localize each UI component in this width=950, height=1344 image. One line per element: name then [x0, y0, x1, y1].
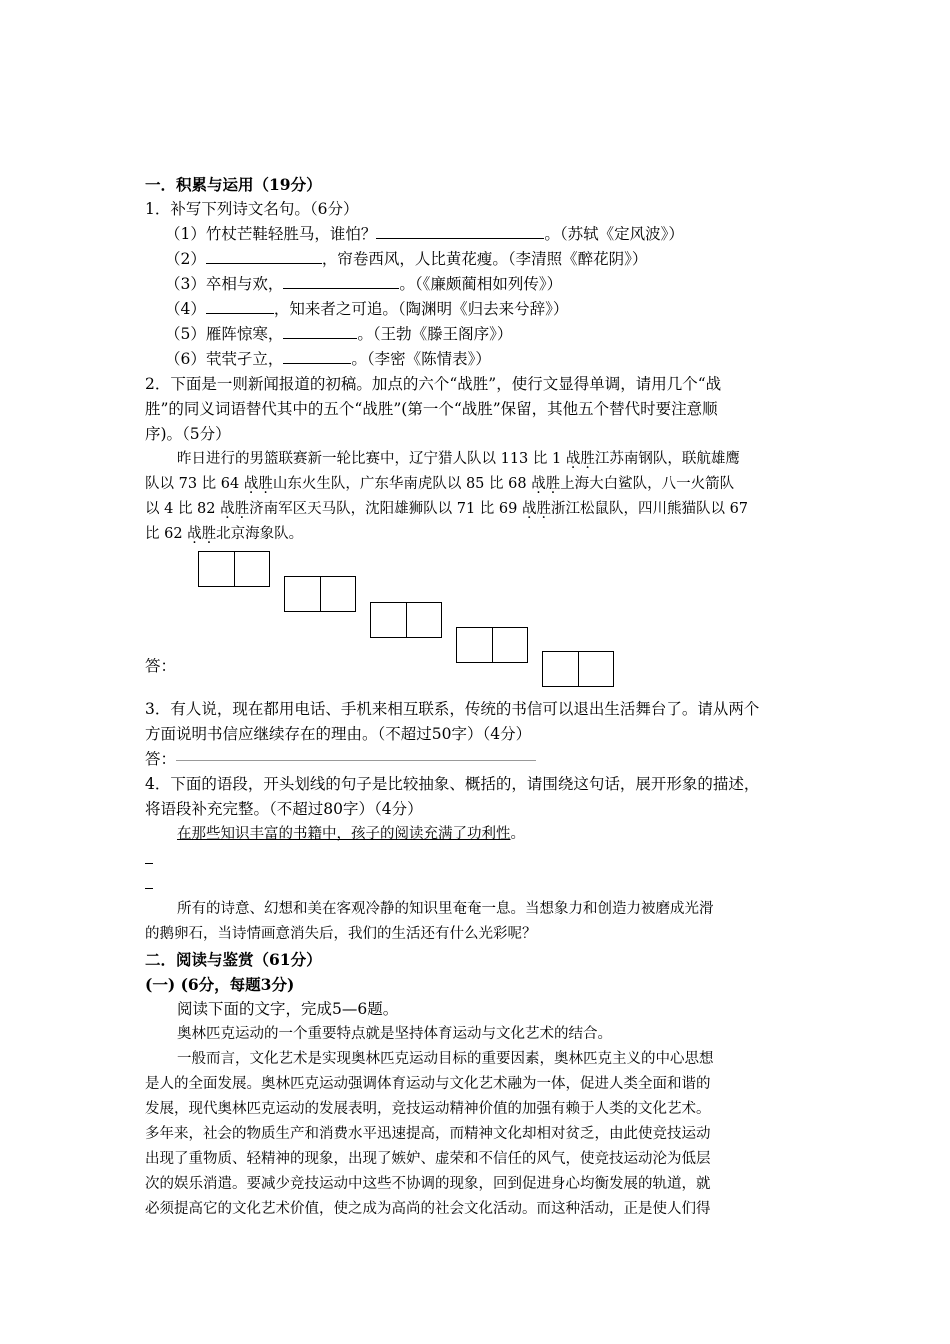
q3-answer-label: 答： [145, 750, 177, 768]
q1-blank-5[interactable] [283, 322, 357, 339]
q1-item-3-post: 。（《廉颇蔺相如列传》） [399, 275, 563, 293]
section2-p2-line: 是人的全面发展。奥林匹克运动强调体育运动与文化艺术融为一体，促进人类全面和谐的 [145, 1076, 711, 1092]
section2-p2-line: 一般而言，文化艺术是实现奥林匹克运动目标的重要因素，奥林匹克主义的中心思想 [177, 1051, 714, 1067]
q4-answer-dash[interactable] [145, 874, 153, 889]
news-text: 以 4 比 82 [145, 501, 221, 517]
q1-item-5-post: 。（王勃《滕王阁序》） [357, 325, 513, 343]
dotted-char: 战 [521, 501, 537, 517]
section2-instr: 阅读下面的文字，完成5—6题。 [177, 1000, 399, 1018]
dotted-char: 战 [220, 501, 235, 517]
q1-item-1-post: 。（苏轼《定风波》） [544, 225, 684, 243]
answer-box-3[interactable] [370, 602, 442, 638]
section2-p1: 奥林匹克运动的一个重要特点就是坚持体育运动与文化艺术的结合。 [177, 1026, 612, 1042]
news-text: 上海大白鲨队，八一火箭队 [560, 476, 735, 492]
q3-stem-line2: 方面说明书信应继续存在的理由。（不超过50字）（4分） [145, 725, 532, 743]
q4-stem-line2: 将语段补充完整。（不超过80字）（4分） [145, 800, 423, 818]
news-text: 山东火生队，广东华南虎队以 85 比 68 [272, 476, 532, 492]
q4-answer-dash[interactable] [145, 849, 153, 864]
q1-item-3-pre: （3）卒相与欢， [165, 275, 284, 293]
q2-news-line3 [145, 497, 815, 522]
q1-stem: 1．补写下列诗文名句。（6分） [145, 200, 359, 218]
news-text: 浙江松鼠队，四川熊猫队以 67 [550, 501, 749, 517]
exam-page [145, 172, 815, 1222]
q1-item-4 [145, 297, 815, 322]
q1-blank-4[interactable] [206, 297, 274, 314]
q1-blank-1[interactable] [376, 222, 544, 239]
q2-answer-boxes [145, 547, 815, 697]
q1-item-2 [145, 247, 815, 272]
q1-item-1-pre: （1）竹杖芒鞋轻胜马，谁怕？ [165, 225, 377, 243]
q2-stem-line2: 胜”的同义词语替代其中的五个“战胜”(第一个“战胜”保留，其他五个替代时要注意顺 [145, 400, 718, 418]
q1-item-2-post: ，帘卷西风，人比黄花瘦。（李清照《醉花阴》） [321, 250, 648, 268]
q1-item-5 [145, 322, 815, 347]
section2-p2-line: 发展，现代奥林匹克运动的发展表明，竞技运动精神价值的加强有赖于人类的文化艺术。 [145, 1101, 711, 1117]
q4-para-line1: 所有的诗意、幻想和美在客观冷静的知识里奄奄一息。当想象力和创造力被磨成光滑 [177, 901, 714, 917]
section2-title: 二．阅读与鉴赏（61分） [145, 950, 322, 969]
q1-blank-2[interactable] [206, 247, 322, 264]
dotted-char: 胜 [201, 526, 217, 542]
dotted-char: 胜 [580, 451, 595, 467]
q2-stem-line1: 2．下面是一则新闻报道的初稿。加点的六个“战胜”，使行文显得单调，请用几个“战 [145, 375, 722, 393]
q1-blank-6[interactable] [283, 347, 351, 364]
q4-para-line2: 的鹅卵石，当诗情画意消失后，我们的生活还有什么光彩呢？ [145, 926, 537, 942]
q4-underlined-end: 。 [510, 826, 525, 842]
section2-sub: (一) (6分，每题3分) [145, 975, 295, 994]
section2-p2-line: 出现了重物质、轻精神的现象，出现了嫉妒、虚荣和不信任的风气，使竞技运动沦为低层 [145, 1151, 711, 1167]
q3-answer-rule[interactable] [176, 760, 536, 761]
q4-underlined-line [145, 822, 815, 847]
news-text: 北京海象队。 [216, 526, 304, 542]
q2-news-line1 [145, 447, 815, 472]
dotted-char: 胜 [545, 476, 561, 492]
news-text: 江苏南钢队，联航雄鹰 [594, 451, 740, 467]
dotted-char: 战 [187, 526, 202, 542]
section2-p2-line: 必须提高它的文化艺术价值，使之成为高尚的社会文化活动。而这种活动，正是使人们得 [145, 1201, 711, 1217]
q3-stem-line1: 3．有人说，现在都用电话、手机来相互联系，传统的书信可以退出生活舞台了。请从两个 [145, 700, 760, 718]
q4-stem-line1: 4．下面的语段，开头划线的句子是比较抽象、概括的，请围绕这句话，展开形象的描述， [145, 775, 760, 793]
q2-answer-label: 答： [145, 657, 177, 675]
q1-item-2-pre: （2） [165, 250, 206, 268]
q1-item-1 [145, 222, 815, 247]
q1-item-6-post: 。（李密《陈情表》） [351, 350, 491, 368]
q4-answer-line2 [145, 872, 815, 897]
q1-item-5-pre: （5）雁阵惊寒， [165, 325, 284, 343]
dotted-char: 胜 [258, 476, 273, 492]
q1-item-3 [145, 272, 815, 297]
dotted-char: 战 [531, 476, 546, 492]
q2-news-line2 [145, 472, 815, 497]
section2-p2-line: 次的娱乐消遣。要减少竞技运动中这些不协调的现象，回到促进身心均衡发展的轨道，就 [145, 1176, 711, 1192]
news-text: 昨日进行的男篮联赛新一轮比赛中，辽宁猎人队以 113 比 1 [177, 451, 566, 467]
dotted-char: 胜 [234, 501, 250, 517]
q4-answer-line1 [145, 847, 815, 872]
q1-blank-3[interactable] [283, 272, 399, 289]
q2-news-line4 [145, 522, 815, 547]
q1-item-6 [145, 347, 815, 372]
news-text: 队以 73 比 64 [145, 476, 244, 492]
dotted-char: 战 [243, 476, 259, 492]
q4-underlined-sentence: 在那些知识丰富的书籍中，孩子的阅读充满了功利性 [177, 826, 511, 842]
news-text: 济南军区天马队，沈阳雄狮队以 71 比 69 [249, 501, 522, 517]
answer-box-5[interactable] [542, 651, 614, 687]
q1-item-4-post: ，知来者之可追。（陶渊明《归去来兮辞》） [273, 300, 569, 318]
section2-p2-line: 多年来，社会的物质生产和消费水平迅速提高，而精神文化却相对贫乏，由此使竞技运动 [145, 1126, 711, 1142]
q3-answer-line [145, 747, 815, 772]
q1-item-6-pre: （6）茕茕孑立， [165, 350, 284, 368]
answer-box-4[interactable] [456, 627, 528, 663]
q2-stem-line3: 序)。（5分） [145, 425, 231, 443]
dotted-char: 战 [565, 451, 581, 467]
dotted-char: 胜 [536, 501, 551, 517]
section1-title: 一．积累与运用（19分） [145, 175, 322, 194]
news-text: 比 62 [145, 526, 188, 542]
answer-box-1[interactable] [198, 551, 270, 587]
answer-box-2[interactable] [284, 576, 356, 612]
q1-item-4-pre: （4） [165, 300, 206, 318]
